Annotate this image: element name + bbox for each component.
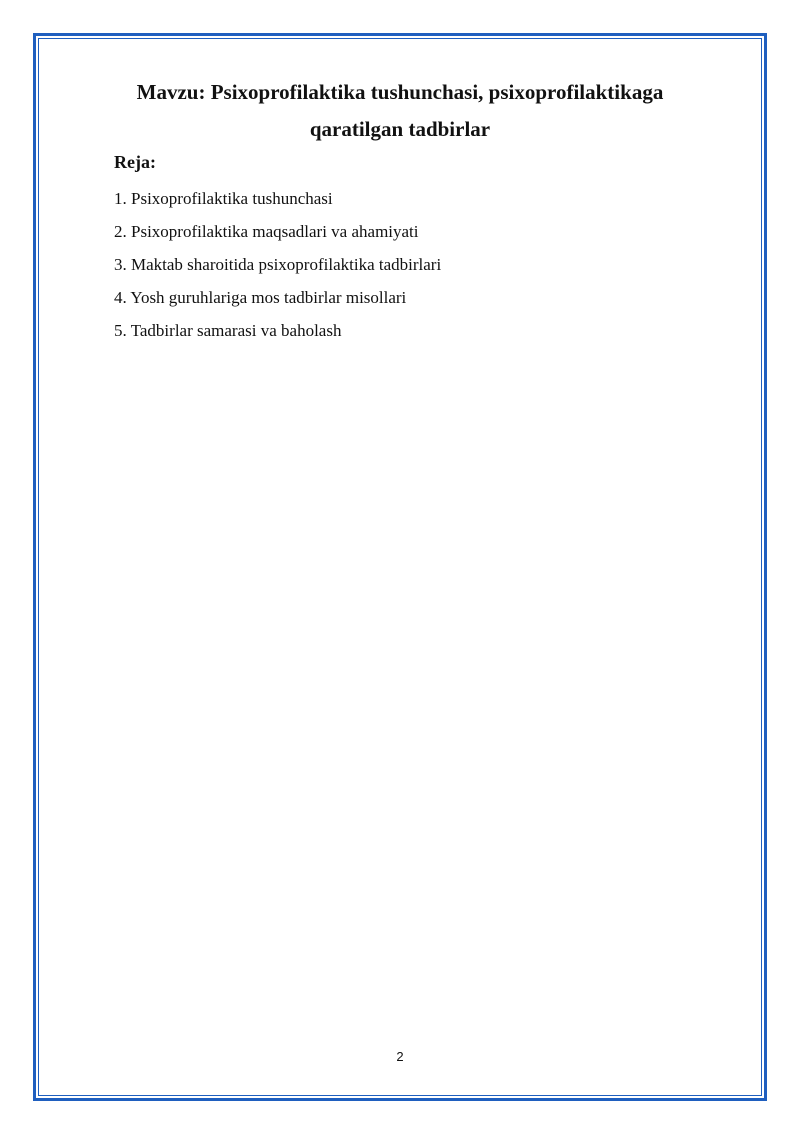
plan-item: 5. Tadbirlar samarasi va baholash	[114, 321, 342, 340]
title-line-1: Mavzu: Psixoprofilaktika tushunchasi, psixoprofilaktikaga	[136, 80, 664, 104]
page-title	[60, 74, 740, 148]
plan-item: 2. Psixoprofilaktika maqsadlari va ahamiyati	[114, 222, 419, 241]
plan-item: 3. Maktab sharoitida psixoprofilaktika tadbirlari	[114, 255, 442, 274]
plan-item: 4. Yosh guruhlariga mos tadbirlar misollari	[114, 288, 407, 307]
plan-list	[114, 182, 441, 347]
title-line-2: qaratilgan tadbirlar	[309, 117, 491, 141]
plan-heading: Reja:	[114, 152, 156, 172]
page-number: 2	[396, 1049, 404, 1064]
plan-item: 1. Psixoprofilaktika tushunchasi	[114, 189, 333, 208]
